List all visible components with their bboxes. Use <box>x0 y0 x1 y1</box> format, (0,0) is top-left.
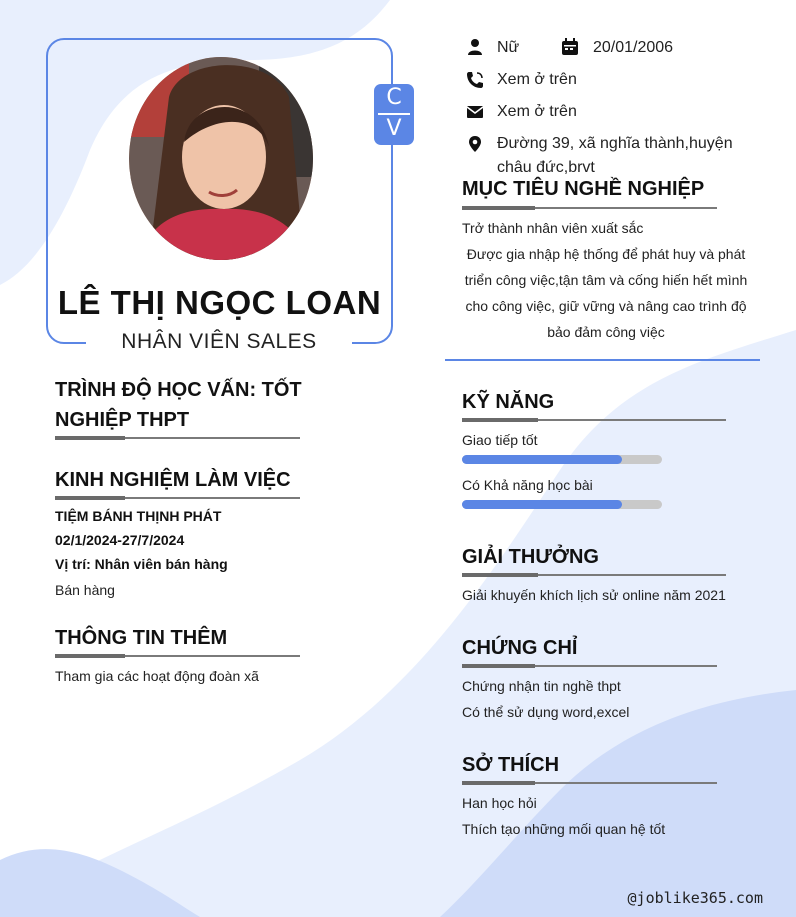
email-value: Xem ở trên <box>497 103 577 120</box>
skills-rule <box>462 419 726 421</box>
candidate-name: LÊ THỊ NGỌC LOAN <box>57 284 382 321</box>
job-title: NHÂN VIÊN SALES <box>121 330 317 353</box>
section-divider <box>445 359 760 361</box>
birthday-value: 20/01/2006 <box>593 39 674 56</box>
education-heading-line-2: NGHIỆP THPT <box>55 409 190 431</box>
experience-heading: KINH NGHIỆM LÀM VIỆC <box>55 469 291 491</box>
email-icon <box>466 103 484 121</box>
experience-company: TIỆM BÁNH THỊNH PHÁT <box>55 508 222 524</box>
experience-description: Bán hàng <box>55 582 115 598</box>
extra-info-rule <box>55 655 300 657</box>
cv-badge-letter-top: C <box>386 85 402 110</box>
cv-badge <box>374 84 414 145</box>
awards-heading: GIẢI THƯỞNG <box>462 546 599 568</box>
address-line-1: Đường 39, xã nghĩa thành,huyện <box>497 135 733 152</box>
skills-heading: KỸ NĂNG <box>462 391 555 413</box>
watermark: @joblike365.com <box>627 889 763 907</box>
extra-info-heading: THÔNG TIN THÊM <box>55 627 228 649</box>
certificates-heading: CHỨNG CHỈ <box>462 637 578 659</box>
skill-label: Có Khả năng học bài <box>462 477 593 493</box>
skill-bar <box>462 500 662 509</box>
skill-bar <box>462 455 662 464</box>
objective-heading: MỤC TIÊU NGHỀ NGHIỆP <box>462 178 705 200</box>
objective-rule <box>462 207 717 209</box>
experience-period: 02/1/2024-27/7/2024 <box>55 532 185 548</box>
skill-bar-fill <box>462 500 622 509</box>
profile-photo <box>129 57 313 260</box>
skill-label: Giao tiếp tốt <box>462 432 538 448</box>
certificate-item: Có thể sử dụng word,excel <box>462 704 630 720</box>
skill-bar-fill <box>462 455 622 464</box>
awards-rule <box>462 574 726 576</box>
experience-position: Vị trí: Nhân viên bán hàng <box>55 556 228 572</box>
cv-badge-letter-bottom: V <box>386 116 402 141</box>
calendar-icon <box>561 38 579 56</box>
certificate-item: Chứng nhận tin nghề thpt <box>462 678 621 694</box>
phone-value: Xem ở trên <box>497 71 577 88</box>
education-heading-line-1: TRÌNH ĐỘ HỌC VẤN: TỐT <box>55 379 302 401</box>
awards-text: Giải khuyến khích lịch sử online năm 2021 <box>462 587 726 603</box>
certificates-rule <box>462 665 717 667</box>
objective-para-1: Được gia nhập hệ thống để phát huy và phát <box>466 246 746 262</box>
objective-para-4: bảo đảm công việc <box>547 324 665 340</box>
address-line-2: châu đức,brvt <box>497 159 595 176</box>
objective-line-1: Trở thành nhân viên xuất sắc <box>462 220 644 236</box>
education-rule <box>55 437 300 439</box>
location-icon <box>466 135 484 153</box>
objective-para-2: triển công việc,tận tâm và cống hiến hết mình <box>464 272 748 288</box>
hobby-item: Han học hỏi <box>462 795 537 811</box>
hobbies-heading: SỞ THÍCH <box>462 754 560 776</box>
extra-info-text: Tham gia các hoạt động đoàn xã <box>55 668 259 684</box>
gender-value: Nữ <box>497 39 520 56</box>
experience-rule <box>55 497 300 499</box>
person-icon <box>466 38 484 56</box>
phone-icon <box>466 71 484 89</box>
objective-para-3: cho công việc, giữ vững và nâng cao trình độ <box>465 298 747 314</box>
hobbies-rule <box>462 782 717 784</box>
hobby-item: Thích tạo những mối quan hệ tốt <box>462 821 666 837</box>
